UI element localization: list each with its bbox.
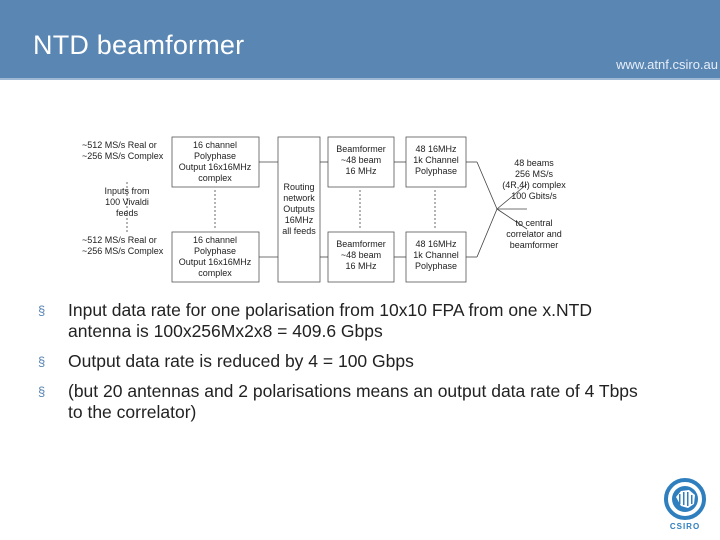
logo-text: CSIRO <box>669 522 701 531</box>
bullet-marker-icon: § <box>38 303 46 318</box>
bullet-item <box>38 381 638 423</box>
inputs-from-line-3: feeds <box>115 208 139 218</box>
beamformer-top-line-1: Beamformer <box>336 144 386 154</box>
routing-line-4: 16MHz <box>284 215 314 225</box>
polyphase-1k-top-line-2: 1k Channel <box>413 155 459 165</box>
bullet-marker-icon: § <box>38 354 46 369</box>
polyphase-16ch-top-line-1: 16 channel <box>192 140 238 150</box>
polyphase-1k-bottom-line-3: Polyphase <box>414 261 458 271</box>
beamformer-top-line-3: 16 MHz <box>345 166 377 176</box>
routing-line-1: Routing <box>283 182 315 192</box>
output-spec-line-1: 48 beams <box>514 158 554 168</box>
output-spec-line-4: 100 Gbits/s <box>511 191 557 201</box>
bullet-text: (but 20 antennas and 2 polarisations means an output data rate of 4 Tbps to the correlator) <box>68 381 638 422</box>
polyphase-16ch-bottom-line-4: complex <box>198 268 232 278</box>
inputs-from-line-2: 100 Vivaldi <box>105 197 149 207</box>
output-spec-line-2: 256 MS/s <box>514 169 554 179</box>
beamformer-bottom-line-3: 16 MHz <box>345 261 377 271</box>
beamformer-top-line-2: ~48 beam <box>340 155 382 165</box>
output-dest-line-3: beamformer <box>509 240 559 250</box>
bullet-text: Output data rate is reduced by 4 = 100 Gbps <box>68 351 414 371</box>
bullet-text: Input data rate for one polarisation from 10x10 FPA from one x.NTD antenna is 100x256Mx2x8 = 409.6 Gbps <box>68 300 592 341</box>
polyphase-1k-top-line-1: 48 16MHz <box>415 144 457 154</box>
csiro-logo-icon <box>661 477 709 532</box>
slide-title: NTD beamformer <box>33 30 245 60</box>
input-bottom-line-2: ~256 MS/s Complex <box>82 246 164 256</box>
bullet-item <box>38 300 638 342</box>
bullet-item <box>38 351 638 372</box>
routing-line-3: Outputs <box>283 204 315 214</box>
bullet-marker-icon: § <box>38 384 46 399</box>
beamformer-bottom-line-2: ~48 beam <box>340 250 382 260</box>
beamformer-bottom-line-1: Beamformer <box>336 239 386 249</box>
site-url: www.atnf.csiro.au <box>616 57 718 72</box>
beamformer-diagram <box>72 134 572 284</box>
polyphase-1k-bottom-line-2: 1k Channel <box>413 250 459 260</box>
header-divider <box>0 78 720 80</box>
input-top-line-1: ~512 MS/s Real or <box>82 140 157 150</box>
polyphase-16ch-bottom-line-1: 16 channel <box>192 235 238 245</box>
routing-line-5: all feeds <box>282 226 316 236</box>
polyphase-16ch-bottom-line-2: Polyphase <box>193 246 237 256</box>
bullet-list <box>38 300 638 432</box>
output-dest-line-2: correlator and <box>506 229 562 239</box>
polyphase-16ch-bottom-line-3: Output 16x16MHz <box>178 257 252 267</box>
polyphase-1k-bottom-line-1: 48 16MHz <box>415 239 457 249</box>
input-bottom-line-1: ~512 MS/s Real or <box>82 235 157 245</box>
polyphase-16ch-top-line-3: Output 16x16MHz <box>178 162 252 172</box>
polyphase-16ch-top-line-2: Polyphase <box>193 151 237 161</box>
polyphase-16ch-top-line-4: complex <box>198 173 232 183</box>
input-top-line-2: ~256 MS/s Complex <box>82 151 164 161</box>
inputs-from-line-1: Inputs from <box>104 186 150 196</box>
output-spec-line-3: (4R,4I) complex <box>502 180 566 190</box>
output-dest-line-1: to central <box>515 218 553 228</box>
polyphase-1k-top-line-3: Polyphase <box>414 166 458 176</box>
routing-line-2: network <box>283 193 315 203</box>
